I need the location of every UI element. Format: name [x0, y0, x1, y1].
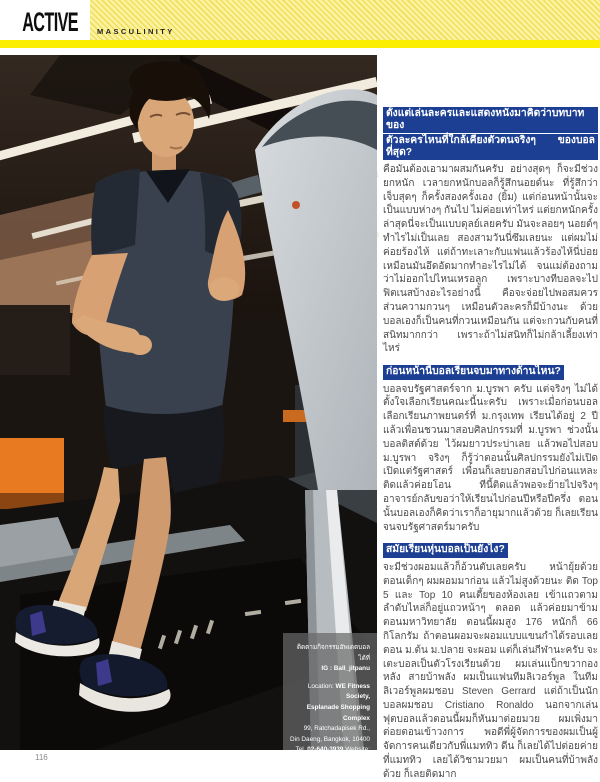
location-line: Esplanade Shopping Complex	[306, 703, 370, 722]
header-brand-box	[0, 0, 88, 40]
location-line: Location: WE Fitness Society,	[307, 682, 370, 701]
question-heading-3: สมัยเรียนหุ่นบอลเป็นยังไง?	[383, 543, 598, 559]
page-number: 116	[35, 753, 48, 762]
question-heading-2: ก่อนหน้านี้บอลเรียนจบมาทางด้านไหน?	[383, 365, 598, 381]
photo-credit-overlay	[283, 633, 377, 775]
section-label: MASCULINITY	[97, 27, 175, 36]
location-line: www.wefitnesssociety.com	[287, 756, 370, 764]
location-line: Tel. 02-640-3939 Website:	[295, 746, 370, 754]
answer-paragraph-3: จะมีช่วงผอมแล้วก็อ้วนตับเลยครับ หน้ายุ้ยด้วย ตอนเด็กๆ ผมผอมมาก่อน แล้วไม่สูงด้วยนะ ติด Top 5 และ Top 10 คนเตี้ยของห้องเลย เข้าแถวตามลำดับไหล่ก็อยู่แถวหน้าๆ ตลอด แล้วค่อยมาข้ามตอนมหาวิทยาลัย ตอนนี้ผมสูง 176 หนักก็ 66 กิโลกรัม ถ้าตอนผอมจะผอมแบบแขนกำได้รอบเลย ตอน ม.ต้น ม.ปลาย จะผอม แต่ก็เล่นกีฬานะครับ จะเตะบอลเป็นตัวโรงเรียนด้วย ผมเล่นแบ็กขวากองหลัง สายบ้าพลัง ผมเป็นแฟนทีมลิเวอร์พูล ในทีมลิเวอร์พูลผมชอบ Steven Gerrard แต่ถ้าเป็นนักบอลผมชอบ Cristiano Ronaldo นอกจากเล่นฟุตบอลแล้วตอนนี้ผมก็หันมาต่อยมวย ผมเพิ่งมาต่อยตอนเข้าวงการ พอดีพี่ผู้จัดการของผมเป็นผู้จัดการคนเดียวกับพี่แมททิว ดีน ก็เลยได้ไปต่อยค่ายที่แมททิว เลยได้วิชามวยมา ผมเป็นคนที่บ้าพลังด้วย ก็เลยติดมาก	[383, 561, 598, 780]
accent-stripe	[0, 40, 600, 48]
location-line: Facebook: wefitnesssociety	[287, 767, 370, 775]
answer-paragraph-1: คือมันต้องเอามาผสมกันครับ อย่างสุดๆ ก็จะมีช่วงยกหนัก เวลายกหนักบอลก็รู้สึกนอยด์นะ ที่รู้สึกว่าเจ็บสุดๆ ก็ครั้งสองครั้งเอง (ยิ้ม) แต่ก่อนหน้านั้นจะเป็นแบบห่างๆ กันไป ไม่ค่อยเท่าไหร่ แต่ยกหนักครั้งล่าสุดนี่จะเป็นแบบดุลย์เลยครับ มันจะลอยๆ นอยด์ๆ ทำไรไม่เป็นเลย สองสามวันนี่ซึมเลยนะ แต่ผมไม่ค่อยร้องไห้ แต่ถ้าทะเลาะกับแฟนแล้วร้องไห้นี่บ่อย เหมือนมันอึดอัดมากทำอะไรไม่ได้ จนแม่ต้องถามว่าไม่ออกไปไหนเหรอลูก เพราะบางทีบอลจะไปฟิตเนสบ้างอะไรอย่างนี้ คือจะจ่อยไปพอสมควร ส่วนความกวนๆ เหมือนตัวละครก็มีบ้างนะ ด้วยบอลเองก็เป็นคนที่กวนเหมือนกัน แต่จะกวนกับคนที่สนิทมากกว่า เพราะถ้าไม่สนิทก็ไม่กล้าเลี้ยงเท่าไหร่	[383, 164, 598, 355]
header-band	[0, 0, 600, 40]
question-heading-1: ตั้งแต่เล่นละครและแสดงหนังมาคิดว่าบทบาทของ ตัวละครไหนที่ใกล้เคียงตัวตนจริงๆ ของบอลที่สุด?	[383, 107, 598, 161]
location-line: 99, Ratchadapisek Rd.,	[303, 725, 370, 733]
ig-handle: IG : Ball_jitpanu	[321, 665, 370, 673]
answer-paragraph-2: บอลจบรัฐศาสตร์จาก ม.บูรพา ครับ แต่จริงๆ ไม่ได้ตั้งใจเลือกเรียนคณะนี้นะครับ เพราะเมื่อก่อนบอลเลือกเรียนภาพยนตร์ที่ ม.กรุงเทพ เรียนได้อยู่ 2 ปี แล้วเพื่อนชวนมาสอบศิลปกรรมที่ ม.บูรพา ช่วงนั้นบอลติสต์ด้วย ไว้ผมยาวประบ่าเลย แล้วพอไปสอบ ม.บูรพา จริงๆ ก็รู้ว่าตอนนั้นศิลปกรรมยังไม่เปิด เปิดแต่รัฐศาสตร์ เพื่อนก็เลยบอกสอบไปก่อนแหละ ติดแล้วค่อยโอน ทีนี้ติดแล้วพอจะย้ายไปจริงๆ อาจารย์กลับขอว่าให้เรียนไปก่อนปีหรือปีครึ่ง ตอนนั้นบอลเองก็คิดว่าเราก็อายุมากแล้วด้วย ก็เลยเรียนจนจบรัฐศาสตร์มาครับ	[383, 383, 599, 533]
article-column	[383, 107, 598, 782]
location-line: Din Daeng, Bangkok, 10400	[290, 735, 370, 743]
orange-wall-band	[0, 438, 64, 509]
location-block	[287, 682, 370, 777]
brand-logo: ACTIVE	[22, 7, 78, 37]
ig-caption-thai: ติดตามกิจกรรมอัพเดตบอลได้ที่	[296, 644, 370, 662]
